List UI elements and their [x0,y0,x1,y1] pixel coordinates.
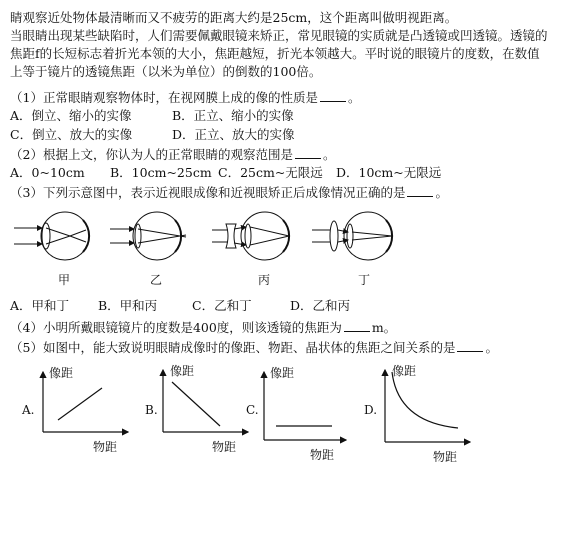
intro-line-2: 当眼睛出现某些缺陷时，人们需要佩戴眼镜来矫正，常见眼镜的实质就是凸透镜或凹透镜。透镜的 [10,28,548,43]
question-4-text: （4）小明所戴眼镜镜片的度数是400度，则该透镜的焦距为 [10,320,342,335]
graph-c-y-label: 像距 [270,366,295,380]
question-3-text: （3）下列示意图中，表示近视眼成像和近视眼矫正后成像情况正确的是 [10,185,406,200]
eye-label-bing: 丙 [258,273,271,287]
graph-b-x-label: 物距 [212,440,237,454]
q2-option-c: C．25cm~无限远 [218,165,323,180]
answer-blank-5[interactable] [457,339,483,352]
question-5-end: 。 [485,340,498,355]
graph-c [264,372,346,440]
graph-d-y-label: 像距 [392,364,417,378]
graph-letter-b: B. [145,403,158,417]
q1-option-c: C．倒立、放大的实像 [10,127,133,142]
graph-a [43,372,128,432]
question-5 [10,339,498,356]
graph-letter-c: C. [246,403,259,417]
question-4-end: m。 [371,320,397,335]
q1-option-d: D．正立、放大的实像 [172,127,295,142]
question-2-text: （2）根据上文，你认为人的正常眼睛的观察范围是 [10,147,293,162]
question-2-end: 。 [322,147,336,162]
graph-b-y-label: 像距 [170,364,195,378]
question-3-end: 。 [435,185,448,200]
graph-b [163,370,248,432]
eye-label-ding: 丁 [358,273,371,287]
eye-diagram-jia [14,212,89,260]
q2-option-d: D．10cm~无限远 [336,165,442,180]
graph-letter-a: A. [22,403,35,417]
q2-option-b: B．10cm~25cm [110,165,212,180]
q3-option-a: A．甲和丁 [10,298,70,313]
question-4 [10,319,396,336]
question-1-text: （1）正常眼睛观察物体时，在视网膜上成的像的性质是 [10,90,318,105]
intro-line-3: 焦距f的长短标志着折光本领的大小，焦距越短，折光本领越大。平时说的眼镜片的度数，在数值 [10,46,540,61]
graph-letter-d: D. [364,403,378,417]
graph-c-x-label: 物距 [310,448,335,462]
eye-diagram-ding [312,212,392,260]
graph-a-y-label: 像距 [49,366,74,380]
intro-line-4: 上等于镜片的透镜焦距（以米为单位）的倒数的100倍。 [10,64,322,79]
q3-option-d: D．乙和丙 [290,298,351,313]
graph-d [385,370,470,442]
question-5-text: （5）如图中，能大致说明眼睛成像时的像距、物距、晶状体的焦距之间关系的是 [10,340,456,355]
graph-d-x-label: 物距 [433,450,458,464]
eye-label-yi: 乙 [150,273,163,287]
eye-diagram-yi [110,212,186,260]
q3-option-c: C．乙和丁 [192,298,252,313]
graph-a-x-label: 物距 [93,440,118,454]
question-1-end: 。 [347,90,361,105]
q2-option-a: A．0~10cm [10,165,85,180]
q3-option-b: B．甲和丙 [98,298,158,313]
intro-line-1: 睛观察近处物体最清晰而又不疲劳的距离大约是25cm，这个距离叫做明视距离。 [10,10,458,25]
answer-blank-4[interactable] [344,319,370,332]
eye-diagram-bing [212,212,289,260]
q1-option-a: A．倒立、缩小的实像 [10,108,132,123]
eye-label-jia: 甲 [58,273,71,287]
q1-option-b: B．正立、缩小的实像 [172,108,294,123]
